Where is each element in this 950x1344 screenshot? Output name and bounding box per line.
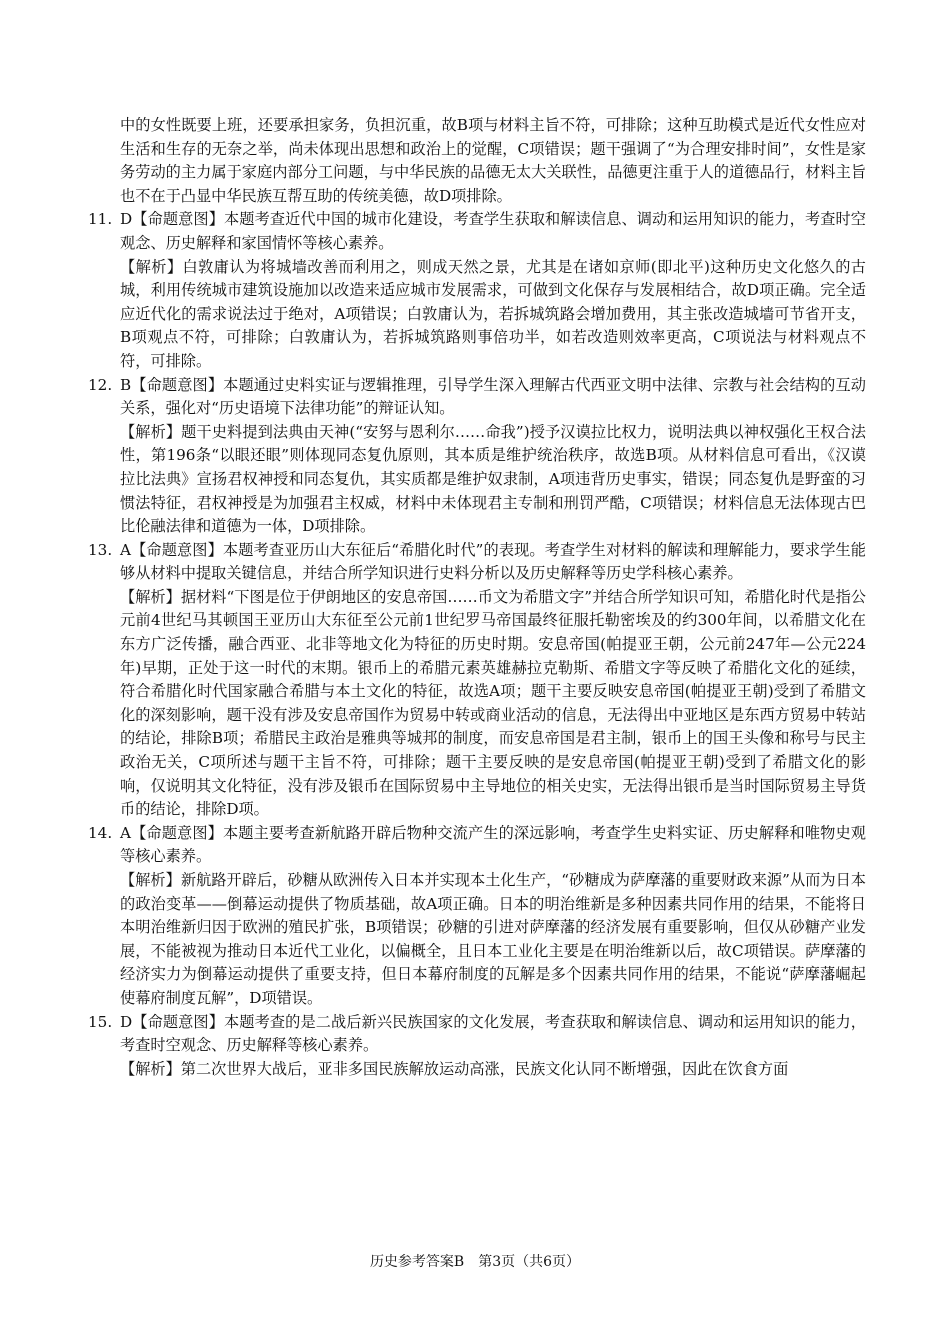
item-body <box>120 539 866 822</box>
item-intent: B【命题意图】本题通过史料实证与逻辑推理，引导学生深入理解古代西亚文明中法律、宗教与社会结构的互动关系，强化对“历史语境下法律功能”的辩证认知。 <box>120 375 866 418</box>
answer-content <box>88 114 866 1081</box>
answer-item-13 <box>88 539 866 822</box>
item-analysis: 【解析】白敦庸认为将城墙改善而利用之，则成天然之景，尤其是在诸如京师(即北平)这种历史文化悠久的古城，利用传统城市建筑设施加以改造来适应城市发展需求，可做到文化保存与发展相结合，故D项正确。完全适应近代化的需求说法过于绝对，A项错误；白敦庸认为，若拆城筑路会增加费用，其主张改造城墙可节省开支，B项观点不符，可排除；白敦庸认为，若拆城筑路则事倍功半，如若改造则效率更高，C项说法与材料观点不符，可排除。 <box>120 257 866 370</box>
intro-paragraph: 中的女性既要上班，还要承担家务，负担沉重，故B项与材料主旨不符，可排除；这种互助模式是近代女性应对生活和生存的无奈之举，尚未体现出思想和政治上的觉醒，C项错误；题干强调了“为合理安排时间”，女性是家务劳动的主力属于家庭内部分工问题，与中华民族的品德无太大关联性，品德更注重于人的道德品行，材料主旨也不在于凸显中华民族互帮互助的传统美德，故D项排除。 <box>120 116 866 205</box>
answer-item-14 <box>88 822 866 1011</box>
item-intent: D【命题意图】本题考查近代中国的城市化建设，考查学生获取和解读信息、调动和运用知识的能力，考查时空观念、历史解释和家国情怀等核心素养。 <box>120 210 866 252</box>
item-number: 12. <box>88 375 113 394</box>
answer-item-15 <box>88 1011 866 1082</box>
item-intent: A【命题意图】本题主要考查新航路开辟后物种交流产生的深远影响，考查学生史料实证、历史解释和唯物史观等核心素养。 <box>120 823 866 866</box>
item-number: 14. <box>88 823 113 842</box>
answer-item-12 <box>88 374 866 539</box>
answer-item-11 <box>88 208 866 373</box>
item-analysis: 【解析】据材料“下图是位于伊朗地区的安息帝国……币文为希腊文字”并结合所学知识可知，希腊化时代是指公元前4世纪马其顿国王亚历山大东征至公元前1世纪罗马帝国最终征服托勒密埃及的约300年间，以希腊文化在东方广泛传播，融合西亚、北非等地文化为特征的历史时期。安息帝国(帕提亚王朝，公元前247年—公元224年)早期，正处于这一时代的末期。银币上的希腊元素英雄赫拉克勒斯、希腊文字等反映了希腊化文化的延续，符合希腊化时代国家融合希腊与本土文化的特征，故选A项；题干主要反映安息帝国(帕提亚王朝)受到了希腊文化的深刻影响，题干没有涉及安息帝国作为贸易中转或商业活动的信息，无法得出中亚地区是东西方贸易中转站的结论，排除B项；希腊民主政治是雅典等城邦的制度，而安息帝国是君主制，银币上的国王头像和称号与民主政治无关，C项所述与题干主旨不符，可排除；题干主要反映的是安息帝国(帕提亚王朝)受到了希腊文化的影响，仅说明其文化特征，没有涉及银币在国际贸易中主导地位的相关史实，无法得出银币是当时国际贸易主导货币的结论，排除D项。 <box>120 587 866 819</box>
item-analysis: 【解析】第二次世界大战后，亚非多国民族解放运动高涨，民族文化认同不断增强，因此在饮食方面 <box>120 1059 789 1078</box>
item-number: 13. <box>88 540 113 559</box>
item-number: 15. <box>88 1012 113 1031</box>
item-body <box>120 1011 866 1082</box>
item-intent: D【命题意图】本题考查的是二战后新兴民族国家的文化发展，考查获取和解读信息、调动和运用知识的能力，考查时空观念、历史解释等核心素养。 <box>120 1012 866 1055</box>
item-body <box>120 374 866 539</box>
item-analysis: 【解析】新航路开辟后，砂糖从欧洲传入日本并实现本土化生产，“砂糖成为萨摩藩的重要财政来源”从而为日本的政治变革——倒幕运动提供了物质基础，故A项正确。日本的明治维新是多种因素共同作用的结果，不能将日本明治维新归因于欧洲的殖民扩张，B项错误；砂糖的引进对萨摩藩的经济发展有重要影响，但仅从砂糖产业发展，不能被视为推动日本近代工业化，以偏概全，且日本工业化主要是在明治维新以后，故C项错误。萨摩藩的经济实力为倒幕运动提供了重要支持，但日本幕府制度的瓦解是多个因素共同作用的结果，不能说“萨摩藩崛起使幕府制度瓦解”，D项错误。 <box>120 871 866 1007</box>
item-number: 11. <box>88 210 113 229</box>
item-analysis: 【解析】题干史料提到法典由天神(“安努与恩利尔……命我”)授予汉谟拉比权力，说明法典以神权强化王权合法性，第196条“以眼还眼”则体现同态复仇原则，其本质是维护统治秩序，故选B项。从材料信息可看出，《汉谟拉比法典》宣扬君权神授和同态复仇，其实质都是维护奴隶制，A项违背历史事实，错误；同态复仇是野蛮的习惯法特征，君权神授是为加强君主权威，材料中未体现君主专制和刑罚严酷，C项错误；材料信息无法体现古巴比伦融法律和道德为一体，D项排除。 <box>120 422 866 536</box>
item-body <box>120 822 866 1011</box>
item-intent: A【命题意图】本题考查亚历山大东征后“希腊化时代”的表现。考查学生对材料的解读和理解能力，要求学生能够从材料中提取关键信息，并结合所学知识进行史料分析以及历史解释等历史学科核心素养。 <box>120 540 866 583</box>
item-body <box>120 208 866 373</box>
page-footer: 历史参考答案B 第3页（共6页） <box>369 1254 581 1270</box>
